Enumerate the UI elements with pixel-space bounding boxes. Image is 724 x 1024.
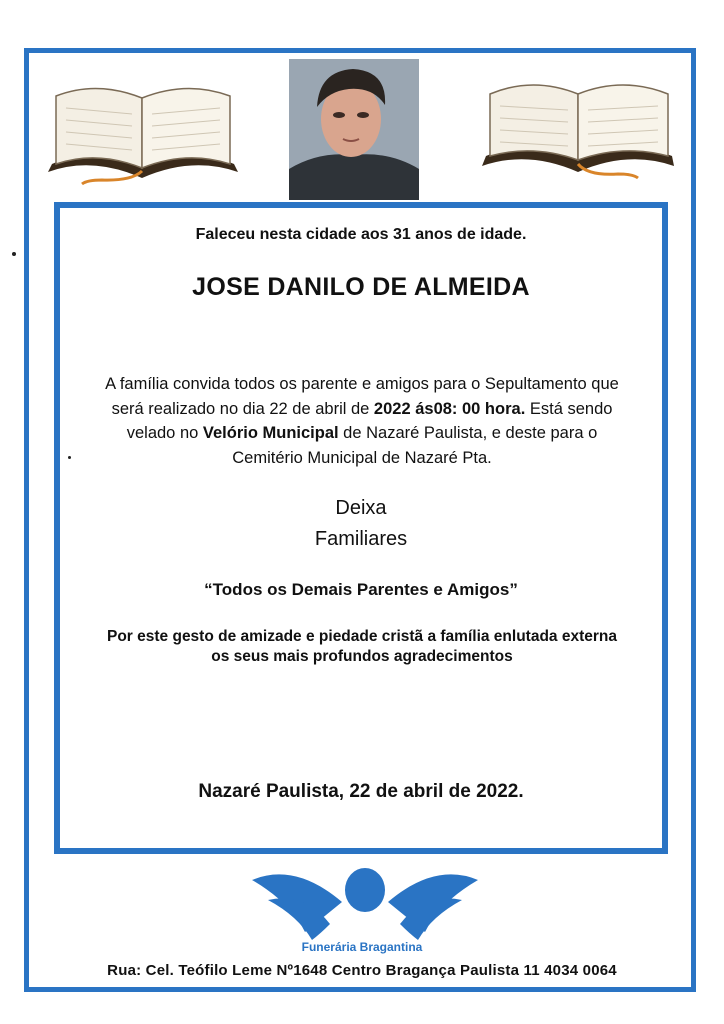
invitation-text: A família convida todos os parente e amigos para o Sepultamento que será realizado no dia 22 de abril de xyxy=(105,375,619,418)
stray-dot xyxy=(12,252,16,256)
funeral-home-logo-icon xyxy=(250,862,480,942)
funeral-home-name: Funerária Bragantina xyxy=(301,940,423,954)
open-bible-icon xyxy=(42,76,242,186)
invitation-text: de Nazaré Paulista, e deste para o Cemitério Municipal de Nazaré Pta. xyxy=(232,424,598,467)
thanks-message: Por este gesto de amizade e piedade cristã a família enlutada externa os seus mais profundos agradecimentos xyxy=(107,628,617,665)
stray-dot xyxy=(68,456,71,459)
wake-location: Velório Municipal xyxy=(202,424,339,442)
leaves-label: Deixa xyxy=(335,497,387,519)
deceased-photo xyxy=(289,59,419,200)
invitation-date: 2022 ás08: 00 hora. xyxy=(373,399,526,418)
deceased-name: JOSE DANILO DE ALMEIDA xyxy=(192,273,530,301)
relatives-quote: “Todos os Demais Parentes e Amigos” xyxy=(204,580,518,599)
death-announcement: Faleceu nesta cidade aos 31 anos de idade. xyxy=(195,226,527,243)
burial-invitation xyxy=(96,372,628,470)
leaves-family: Familiares xyxy=(314,528,408,550)
invitation-text: Está sendo velado no xyxy=(126,399,613,442)
funeral-home-address: Rua: Cel. Teófilo Leme Nº1648 Centro Bragança Paulista 11 4034 0064 xyxy=(107,962,617,979)
open-bible-icon xyxy=(478,72,678,182)
place-date: Nazaré Paulista, 22 de abril de 2022. xyxy=(198,781,524,802)
